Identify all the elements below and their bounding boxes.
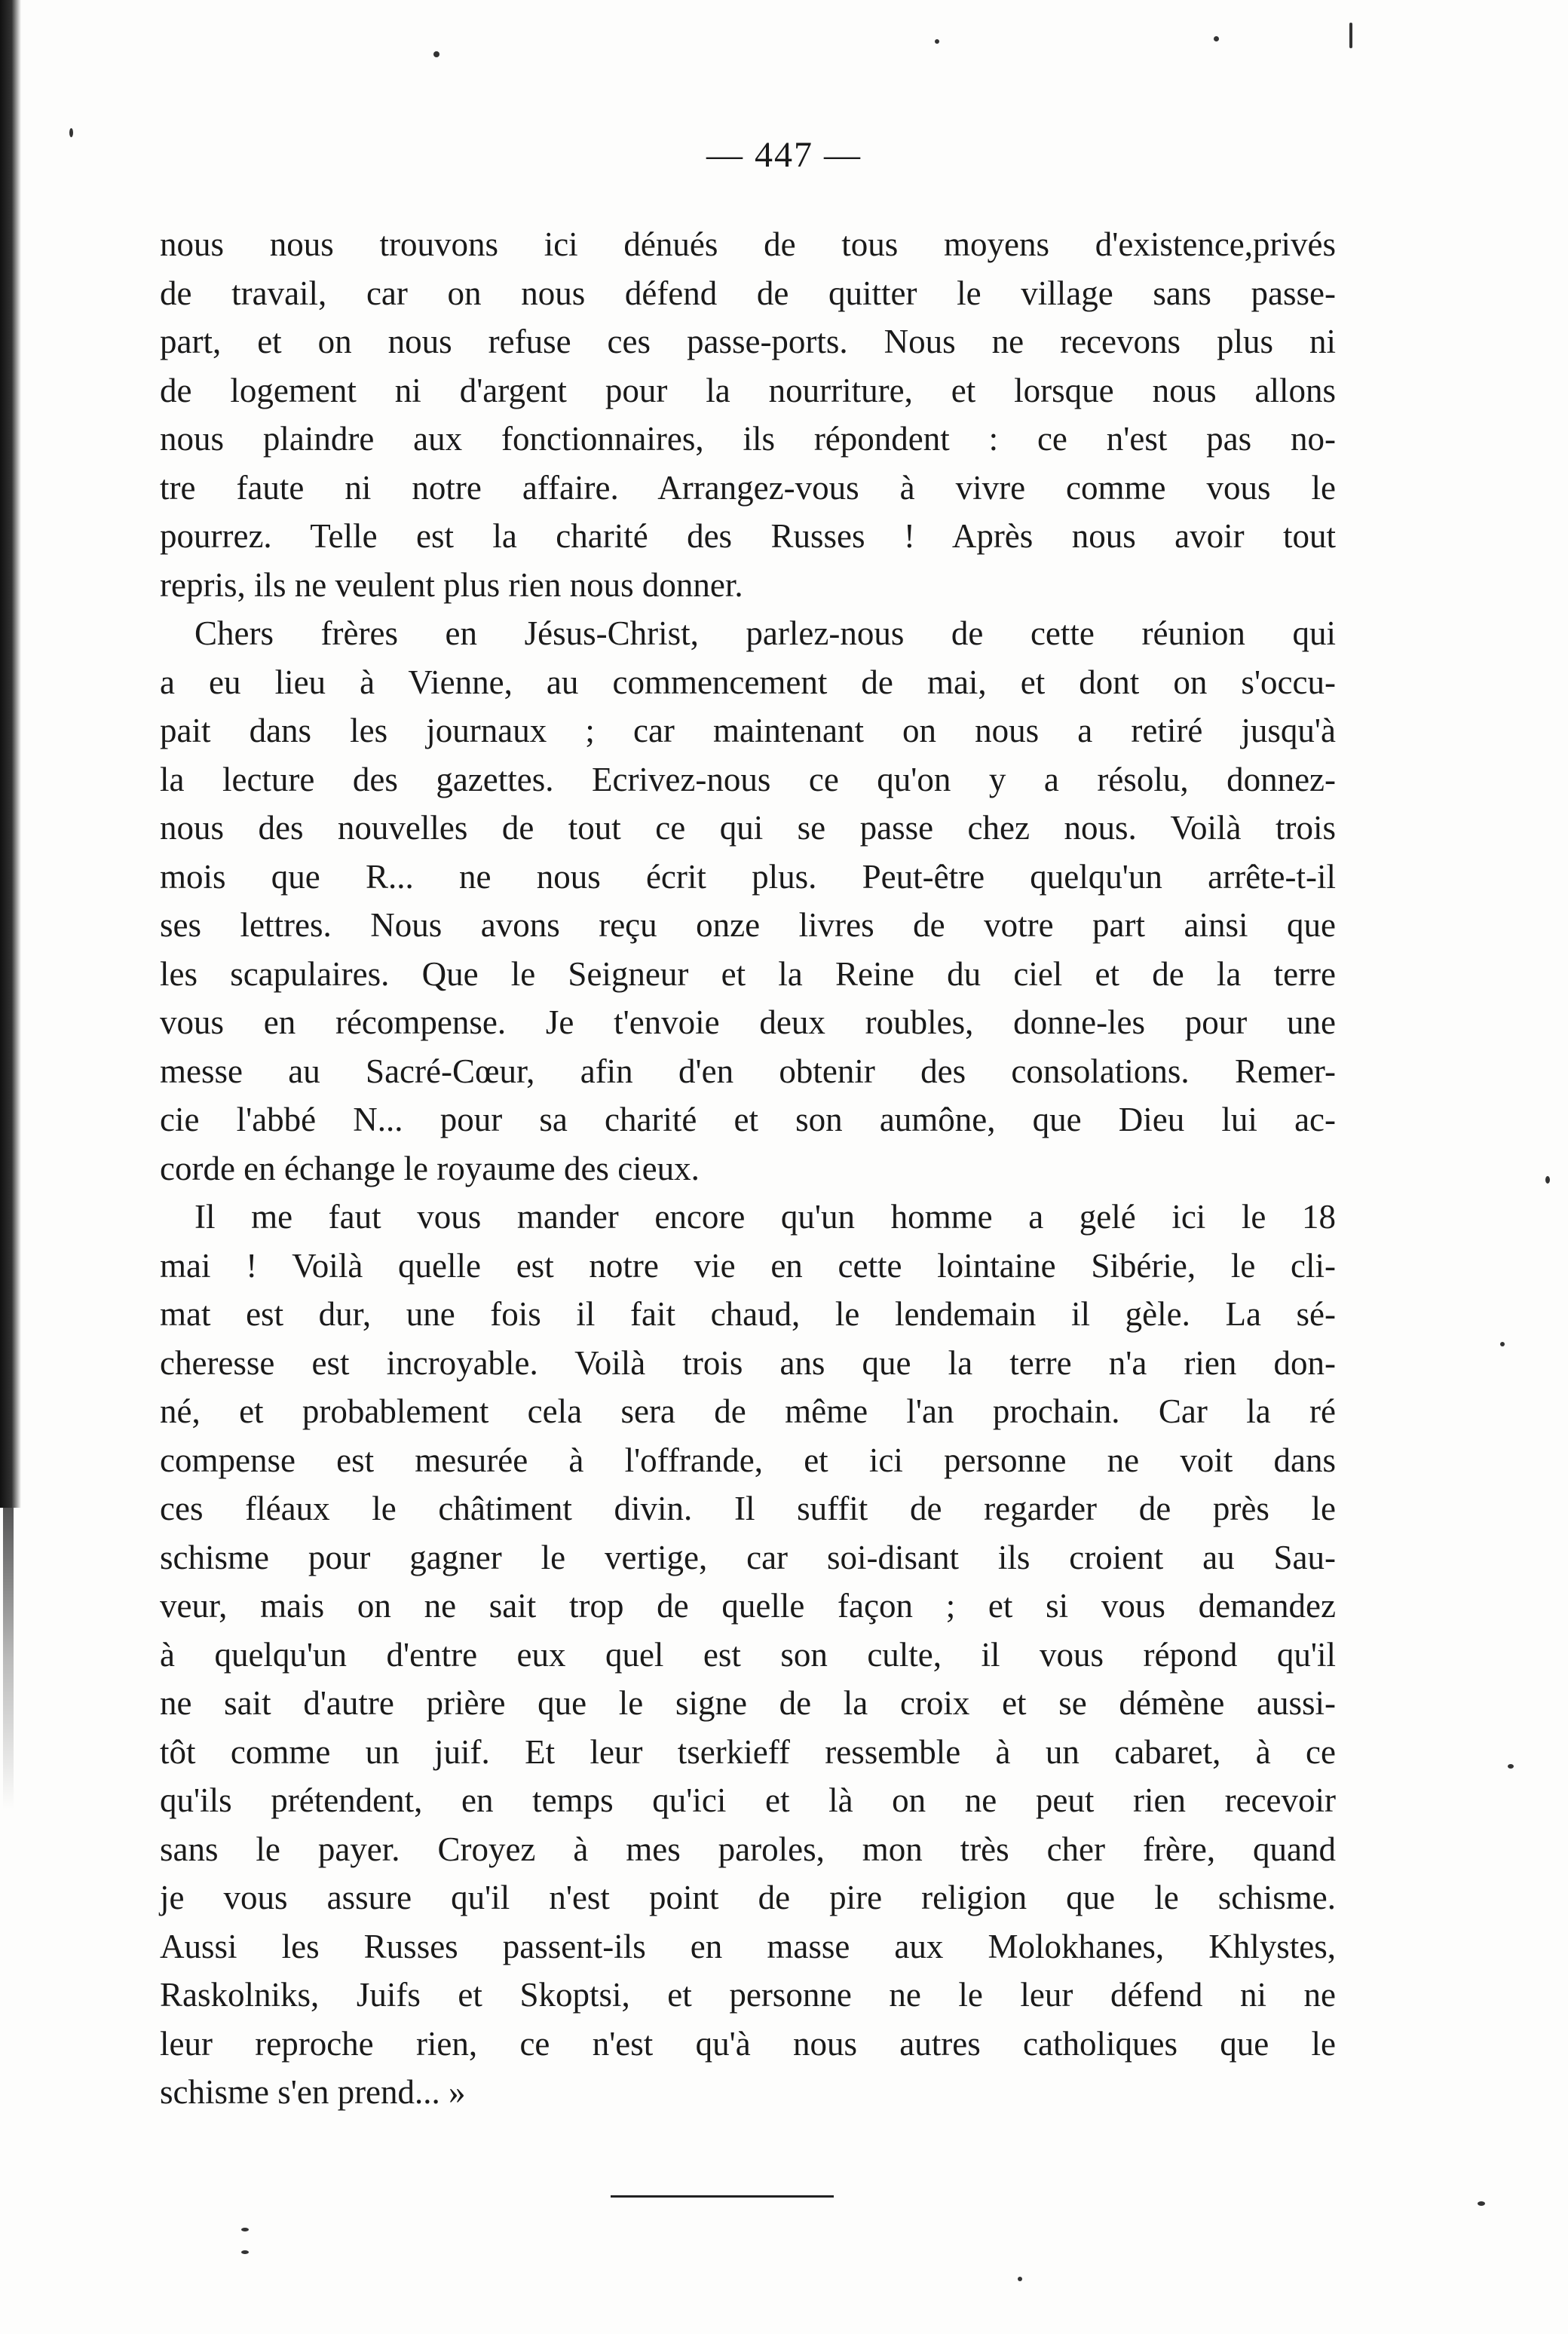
text-line: a eu lieu à Vienne, au commencement de mai, et dont on s'occu-: [160, 663, 1336, 701]
scan-speck: [241, 2250, 249, 2254]
text-line: cie l'abbé N... pour sa charité et son aumône, que Dieu lui ac-: [160, 1101, 1336, 1138]
closing-rule: [611, 2195, 834, 2198]
scan-speck: [69, 128, 73, 137]
text-line: mois que R... ne nous écrit plus. Peut-être quelqu'un arrête-t-il: [160, 857, 1336, 896]
text-line: mat est dur, une fois il fait chaud, le lendemain il gèle. La sé-: [160, 1295, 1336, 1333]
text-line: nous nous trouvons ici dénués de tous moyens d'existence,privés: [160, 225, 1336, 263]
text-line: à quelqu'un d'entre eux quel est son culte, il vous répond qu'il: [160, 1635, 1336, 1674]
text-line: la lecture des gazettes. Ecrivez-nous ce qu'on y a résolu, donnez-: [160, 760, 1336, 798]
scan-speck: [1500, 1342, 1505, 1346]
text-line: cheresse est incroyable. Voilà trois ans que la terre n'a rien don-: [160, 1343, 1336, 1382]
text-line: messe au Sacré-Cœur, afin d'en obtenir des consolations. Remer-: [160, 1052, 1336, 1090]
scan-speck: [1545, 1176, 1550, 1184]
text-line: je vous assure qu'il n'est point de pire religion que le schisme.: [160, 1879, 1336, 1916]
text-line: schisme s'en prend... »: [160, 2073, 466, 2111]
scan-speck: [1214, 36, 1219, 41]
text-line: tôt comme un juif. Et leur tserkieff ressemble à un cabaret, à ce: [160, 1732, 1336, 1771]
text-line: ses lettres. Nous avons reçu onze livres de votre part ainsi que: [160, 906, 1336, 944]
text-line: nous plaindre aux fonctionnaires, ils répondent : ce n'est pas no-: [160, 420, 1336, 458]
text-line: Raskolniks, Juifs et Skoptsi, et personne ne le leur défend ni ne: [160, 1976, 1336, 2014]
text-line: vous en récompense. Je t'envoie deux roubles, donne-les pour une: [160, 1003, 1336, 1041]
book-binding-shadow: [0, 0, 21, 1508]
text-line: nous des nouvelles de tout ce qui se passe chez nous. Voilà trois: [160, 809, 1336, 847]
scan-speck: [433, 51, 439, 57]
text-line: sans le payer. Croyez à mes paroles, mon très cher frère, quand: [160, 1830, 1336, 1868]
text-line: ne sait d'autre prière que le signe de la croix et se démène aussi-: [160, 1684, 1336, 1722]
text-line: né, et probablement cela sera de même l'an prochain. Car la ré: [160, 1392, 1336, 1430]
text-line: compense est mesurée à l'offrande, et ici personne ne voit dans: [160, 1441, 1336, 1479]
body-text: [160, 220, 1336, 2117]
text-line: leur reproche rien, ce n'est qu'à nous autres catholiques que le: [160, 2024, 1336, 2063]
text-line: les scapulaires. Que le Seigneur et la Reine du ciel et de la terre: [160, 954, 1336, 993]
text-line: Aussi les Russes passent-ils en masse aux Molokhanes, Khlystes,: [160, 1927, 1336, 1965]
text-line: part, et on nous refuse ces passe-ports. Nous ne recevons plus ni: [160, 323, 1336, 360]
text-line: repris, ils ne veulent plus rien nous donner.: [160, 565, 743, 604]
scan-speck: [241, 2228, 249, 2231]
text-line: mai ! Voilà quelle est notre vie en cette lointaine Sibérie, le cli-: [160, 1246, 1336, 1285]
text-line: pait dans les journaux ; car maintenant on nous a retiré jusqu'à: [160, 712, 1336, 749]
text-line: corde en échange le royaume des cieux.: [160, 1149, 700, 1187]
text-line: veur, mais on ne sait trop de quelle façon ; et si vous demandez: [160, 1587, 1336, 1625]
text-line: Il me faut vous mander encore qu'un homme a gelé ici le 18: [194, 1198, 1336, 1236]
text-line: ces fléaux le châtiment divin. Il suffit de regarder de près le: [160, 1490, 1336, 1527]
text-line: tre faute ni notre affaire. Arrangez-vous à vivre comme vous le: [160, 468, 1336, 507]
text-line: qu'ils prétendent, en temps qu'ici et là on ne peut rien recevoir: [160, 1781, 1336, 1819]
text-line: schisme pour gagner le vertige, car soi-disant ils croient au Sau-: [160, 1538, 1336, 1576]
scan-speck: [1349, 23, 1352, 48]
scan-speck: [1018, 2277, 1022, 2281]
text-line: Chers frères en Jésus-Christ, parlez-nous de cette réunion qui: [194, 614, 1336, 652]
text-line: de travail, car on nous défend de quitter le village sans passe-: [160, 274, 1336, 312]
text-line: de logement ni d'argent pour la nourriture, et lorsque nous allons: [160, 371, 1336, 409]
scan-speck: [1478, 2201, 1485, 2206]
scan-speck: [1508, 1764, 1514, 1769]
book-binding-shadow-lower: [3, 1508, 14, 1809]
page-number: — 447 —: [706, 135, 862, 175]
scan-speck: [935, 39, 939, 44]
text-line: pourrez. Telle est la charité des Russes ! Après nous avoir tout: [160, 517, 1336, 555]
